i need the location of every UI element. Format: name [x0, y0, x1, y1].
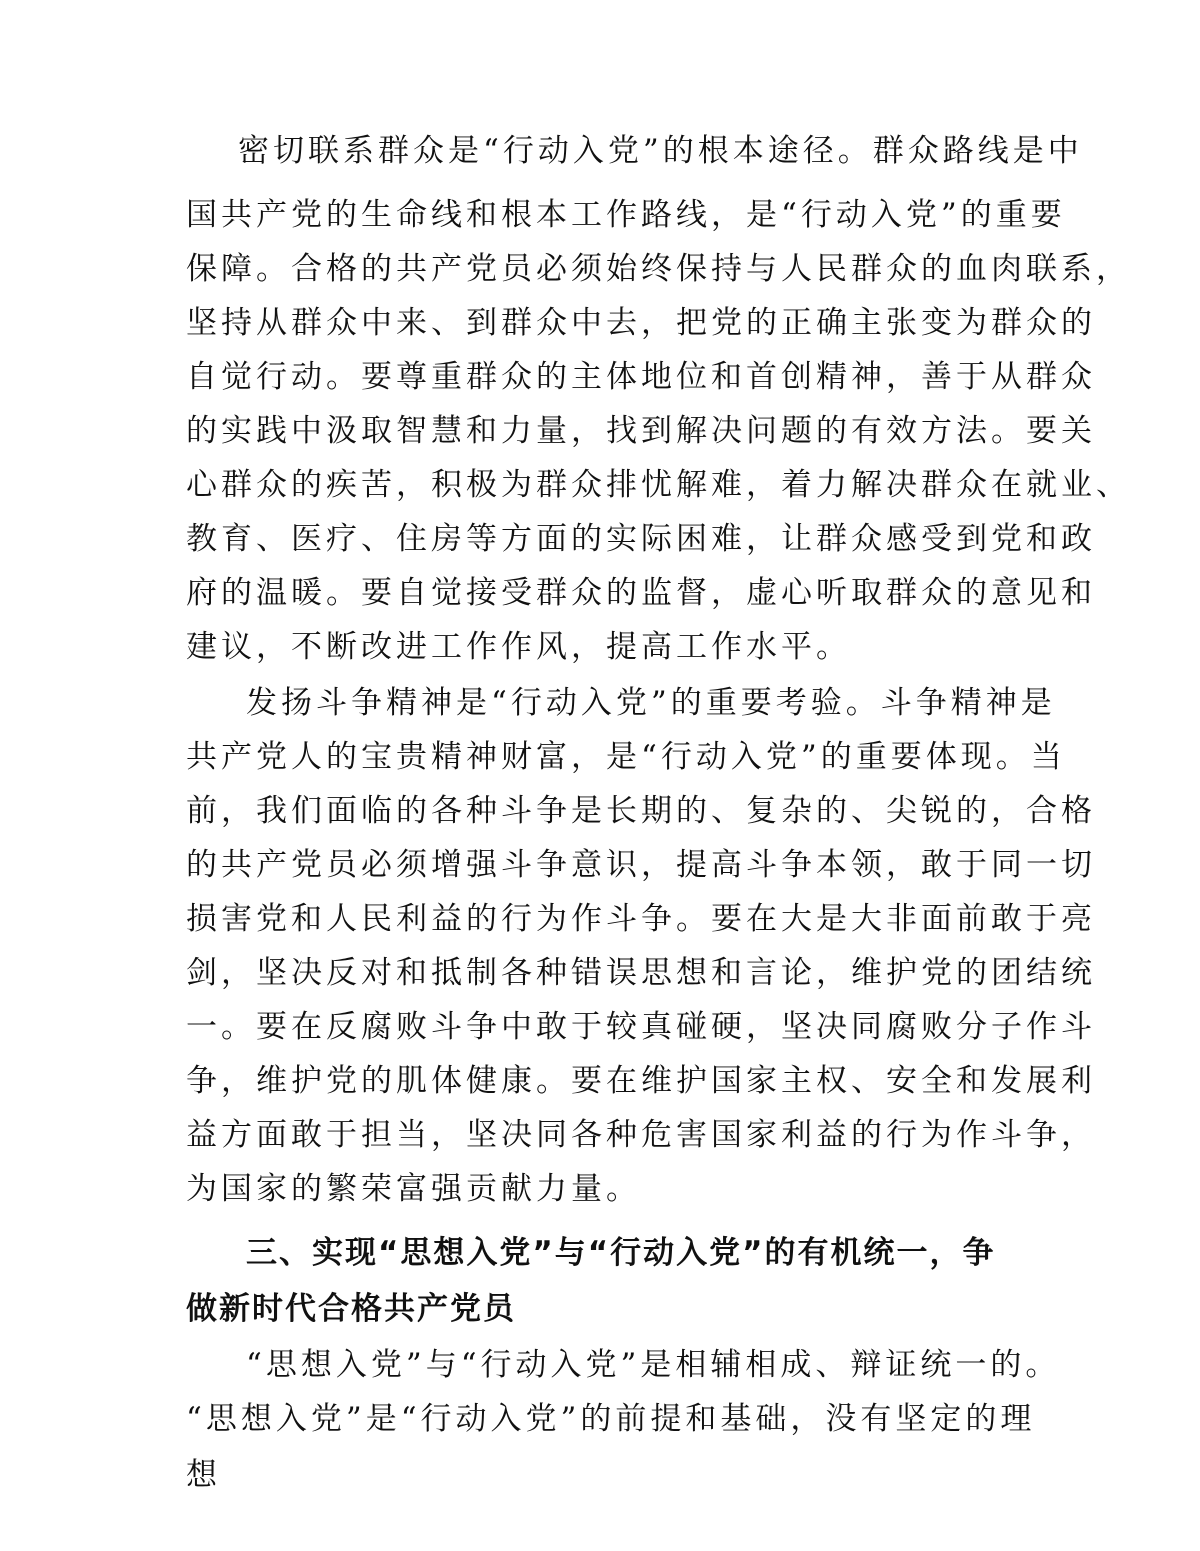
- section-heading-line-1: 三、实现“思想入党”与“行动入党”的有机统一，争: [246, 1235, 996, 1271]
- paragraph-1-line-3: 保障。合格的共产党员必须始终保持与人民群众的血肉联系，: [186, 251, 1131, 287]
- paragraph-1-line-7: 心群众的疾苦，积极为群众排忧解难，着力解决群众在就业、: [186, 467, 1131, 503]
- paragraph-1-line-1: 密切联系群众是“行动入党”的根本途径。群众路线是中: [238, 133, 1083, 169]
- paragraph-3-line-2: “思想入党”是“行动入党”的前提和基础，没有坚定的理: [186, 1401, 1036, 1437]
- paragraph-1-line-10: 建议，不断改进工作作风，提高工作水平。: [186, 629, 851, 665]
- paragraph-3-line-3: 想: [186, 1457, 221, 1493]
- paragraph-1-line-4: 坚持从群众中来、到群众中去，把党的正确主张变为群众的: [186, 305, 1096, 341]
- paragraph-2-line-9: 益方面敢于担当，坚决同各种危害国家利益的行为作斗争，: [186, 1117, 1096, 1153]
- paragraph-2-line-10: 为国家的繁荣富强贡献力量。: [186, 1171, 641, 1207]
- paragraph-1-line-9: 府的温暖。要自觉接受群众的监督，虚心听取群众的意见和: [186, 575, 1096, 611]
- paragraph-1-line-5: 自觉行动。要尊重群众的主体地位和首创精神，善于从群众: [186, 359, 1096, 395]
- paragraph-2-line-6: 剑，坚决反对和抵制各种错误思想和言论，维护党的团结统: [186, 955, 1096, 991]
- paragraph-1-line-8: 教育、医疗、住房等方面的实际困难，让群众感受到党和政: [186, 521, 1096, 557]
- paragraph-3-line-1: “思想入党”与“行动入党”是相辅相成、辩证统一的。: [246, 1347, 1061, 1383]
- paragraph-2-line-2: 共产党人的宝贵精神财富，是“行动入党”的重要体现。当: [186, 739, 1066, 775]
- paragraph-2-line-4: 的共产党员必须增强斗争意识，提高斗争本领，敢于同一切: [186, 847, 1096, 883]
- paragraph-2-line-5: 损害党和人民利益的行为作斗争。要在大是大非面前敢于亮: [186, 901, 1096, 937]
- paragraph-1-line-2: 国共产党的生命线和根本工作路线，是“行动入党”的重要: [186, 197, 1066, 233]
- paragraph-2-line-1: 发扬斗争精神是“行动入党”的重要考验。斗争精神是: [246, 685, 1056, 721]
- paragraph-1-line-6: 的实践中汲取智慧和力量，找到解决问题的有效方法。要关: [186, 413, 1096, 449]
- paragraph-2-line-3: 前，我们面临的各种斗争是长期的、复杂的、尖锐的，合格: [186, 793, 1096, 829]
- paragraph-2-line-8: 争，维护党的肌体健康。要在维护国家主权、安全和发展利: [186, 1063, 1096, 1099]
- paragraph-2-line-7: 一。要在反腐败斗争中敢于较真碰硬，坚决同腐败分子作斗: [186, 1009, 1096, 1045]
- section-heading-line-2: 做新时代合格共产党员: [186, 1291, 516, 1327]
